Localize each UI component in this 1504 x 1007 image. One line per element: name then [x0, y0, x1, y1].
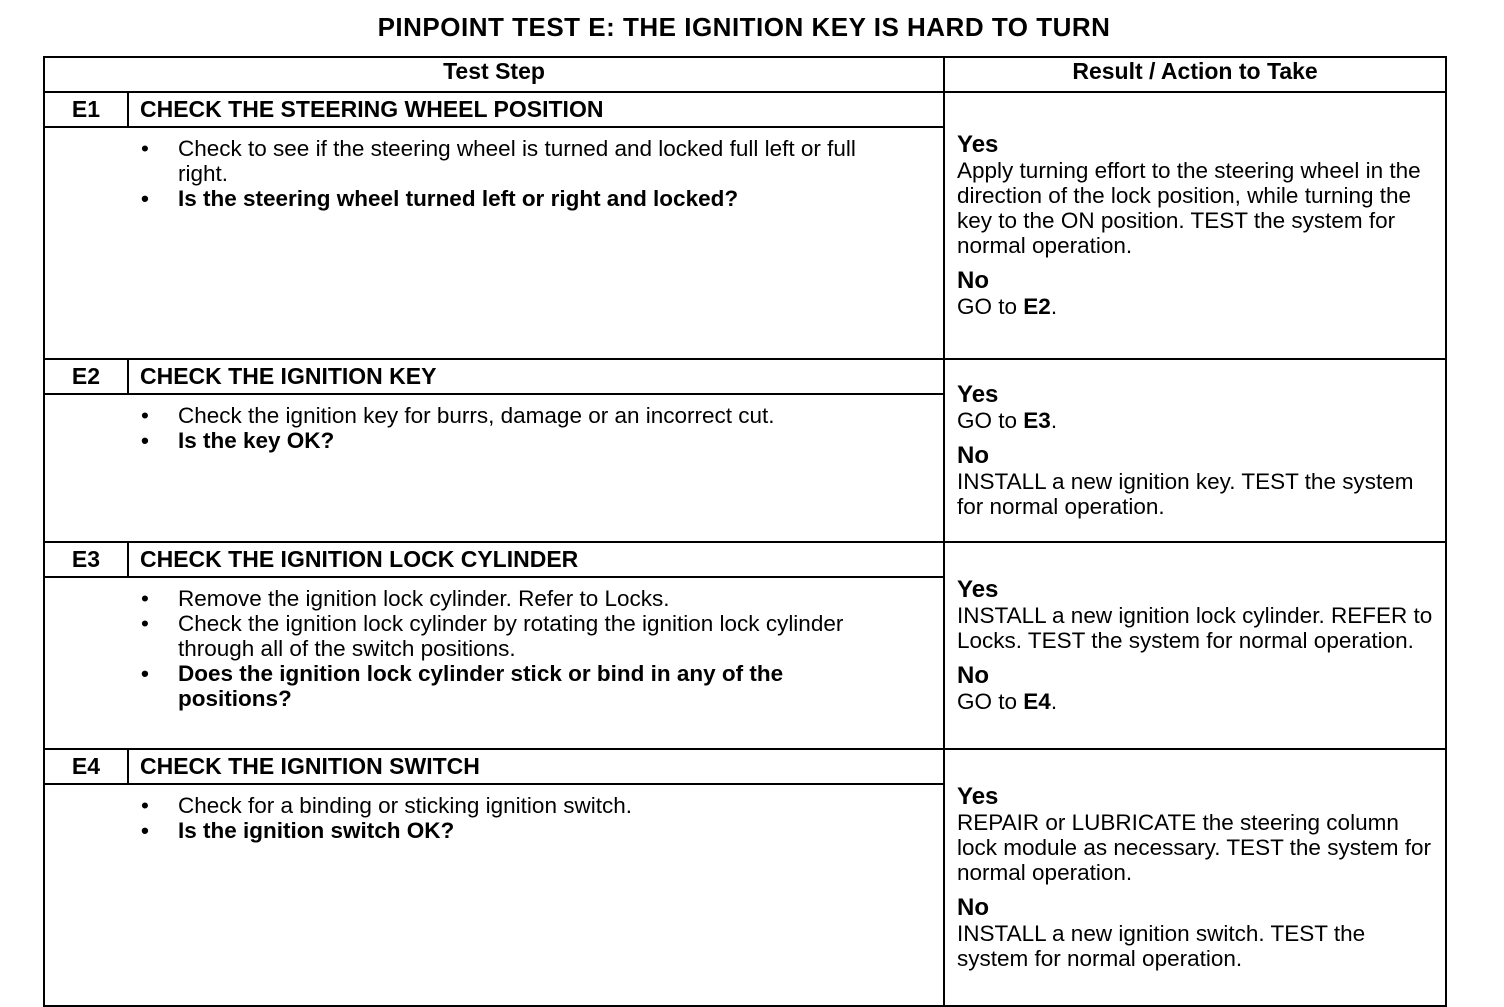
step-body: [44, 577, 944, 749]
bullet-item: • Check for a binding or sticking ignition switch.: [45, 793, 943, 818]
step-body: [44, 394, 944, 542]
yes-label: Yes: [957, 783, 999, 810]
test-step-header: Test Step: [44, 57, 944, 92]
step-bullets: [45, 395, 943, 453]
step-id: E1: [44, 92, 128, 127]
yes-action: REPAIR or LUBRICATE the steering column lock module as necessary. TEST the system for normal operation.: [957, 810, 1431, 885]
step-id: E4: [44, 749, 128, 784]
bullet-item: • Remove the ignition lock cylinder. Refer to Locks.: [45, 586, 943, 611]
bullet-question: • Does the ignition lock cylinder stick or bind in any of the positions?: [45, 661, 943, 711]
no-label: No: [957, 894, 990, 921]
step-ref: E4: [1023, 689, 1051, 714]
no-label: No: [957, 662, 990, 689]
step-title: CHECK THE IGNITION SWITCH: [128, 749, 944, 784]
step-row-e2: [44, 359, 1446, 394]
bullet-question: • Is the key OK?: [45, 428, 943, 453]
step-bullets: [45, 128, 943, 211]
step-id: E2: [44, 359, 128, 394]
result-cell: [944, 359, 1446, 542]
step-title: CHECK THE IGNITION LOCK CYLINDER: [128, 542, 944, 577]
no-action: INSTALL a new ignition switch. TEST the system for normal operation.: [957, 921, 1366, 971]
bullet-item: • Check to see if the steering wheel is turned and locked full left or full right.: [45, 136, 943, 186]
step-row-e4: [44, 749, 1446, 784]
bullet-item: • Check the ignition lock cylinder by rotating the ignition lock cylinder through all of the switch positions.: [45, 611, 943, 661]
yes-label: Yes: [957, 576, 999, 603]
no-action: INSTALL a new ignition key. TEST the system for normal operation.: [957, 469, 1414, 519]
yes-action: Apply turning effort to the steering wheel in the direction of the lock position, while turning the key to the ON position. TEST the system for normal operation.: [957, 158, 1421, 258]
result-cell: [944, 92, 1446, 359]
no-label: No: [957, 267, 990, 294]
step-row-e3: [44, 542, 1446, 577]
bullet-question: • Is the steering wheel turned left or right and locked?: [45, 186, 943, 211]
step-bullets: [45, 578, 943, 711]
yes-action: GO to E3.: [957, 408, 1058, 433]
step-body: [44, 784, 944, 1006]
yes-action: INSTALL a new ignition lock cylinder. REFER to Locks. TEST the system for normal operation.: [957, 603, 1433, 653]
bullet-question: • Is the ignition switch OK?: [45, 818, 943, 843]
step-ref: E3: [1023, 408, 1051, 433]
yes-label: Yes: [957, 381, 999, 408]
step-bullets: [45, 785, 943, 843]
bullet-item: • Check the ignition key for burrs, damage or an incorrect cut.: [45, 403, 943, 428]
no-action: GO to E4.: [957, 689, 1058, 714]
no-label: No: [957, 442, 990, 469]
page-title: PINPOINT TEST E: THE IGNITION KEY IS HARD TO TURN: [377, 12, 1111, 42]
header-row: [44, 57, 1446, 92]
step-title: CHECK THE IGNITION KEY: [128, 359, 944, 394]
step-ref: E2: [1023, 294, 1051, 319]
result-header: Result / Action to Take: [944, 57, 1446, 92]
step-id: E3: [44, 542, 128, 577]
result-cell: [944, 749, 1446, 1006]
no-action: GO to E2.: [957, 294, 1058, 319]
pinpoint-test-table: [43, 56, 1447, 1007]
yes-label: Yes: [957, 131, 999, 158]
step-row-e1: [44, 92, 1446, 127]
step-body: [44, 127, 944, 359]
step-title: CHECK THE STEERING WHEEL POSITION: [128, 92, 944, 127]
result-cell: [944, 542, 1446, 749]
